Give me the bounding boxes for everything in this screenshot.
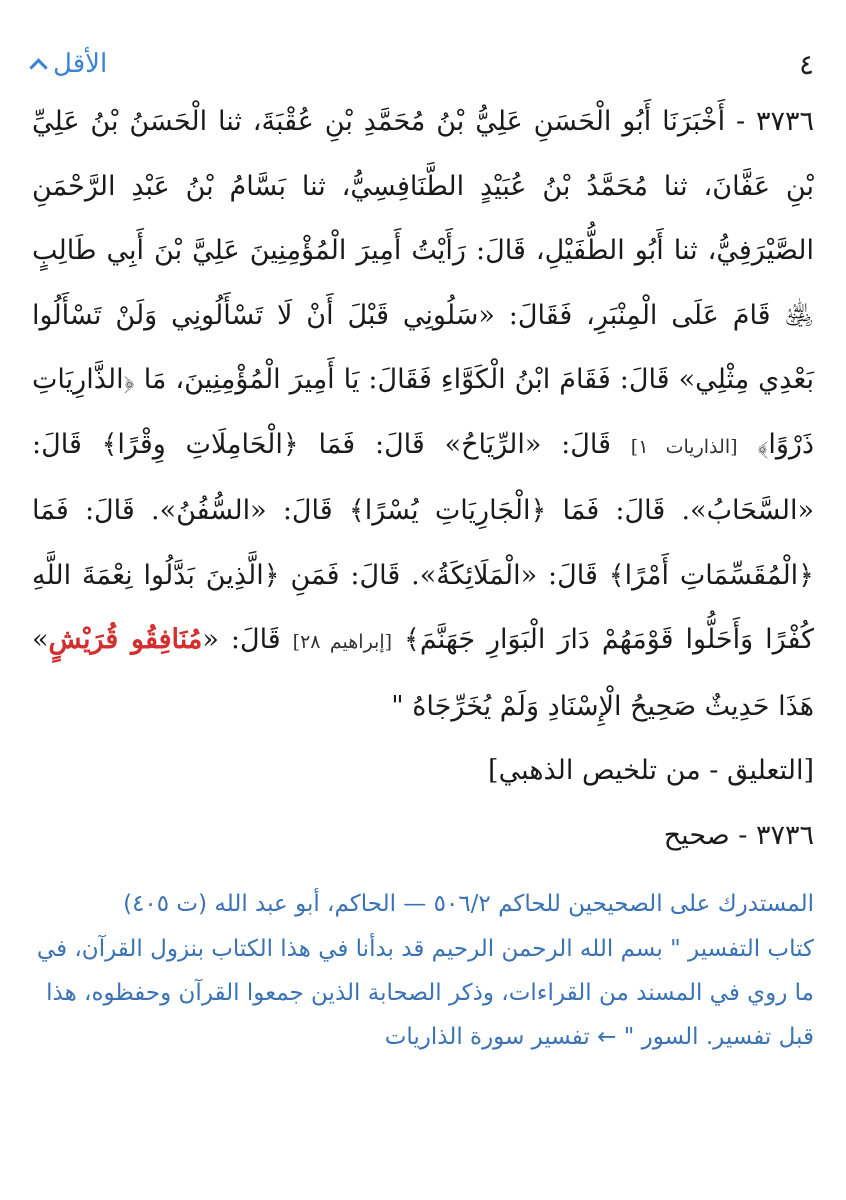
source-citation-link[interactable]: المستدرك على الصحيحين للحاكم ٥٠٦/٢ — الحاكم، أبو عبد الله (ت ٤٠٥) — [123, 891, 814, 917]
taleeq-heading: [التعليق - من تلخيص الذهبي] — [488, 755, 814, 786]
hadith-part-1: ٣٧٣٦ - أَخْبَرَنَا أَبُو الْحَسَنِ عَلِيُّ بْنُ مُحَمَّدِ بْنِ عُقْبَةَ، ثنا الْحَسَنُ بْنُ عَلِيِّ بْنِ عَفَّانَ، ثنا مُحَمَّدُ بْنُ عُبَيْدٍ الطَّنَافِسِيُّ، ثنا بَسَّامُ بْنُ عَبْدِ الرَّحْمَنِ الصَّيْرَفِيُّ، ثنا أَبُو الطُّفَيْلِ، قَالَ: رَأَيْتُ أَمِيرَ الْمُؤْمِنِينَ عَلِيَّ بْنَ أَبِي طَالِبٍ ﵁ قَامَ عَلَى الْمِنْبَرِ، فَقَالَ: «سَلُونِي قَبْلَ أَنْ لَا تَسْأَلُونِي وَلَنْ تَسْأَلُوا بَعْدِي مِثْلِي» قَالَ: فَقَامَ ابْنُ الْكَوَّاءِ فَقَالَ: يَا أَمِيرَ الْمُؤْمِنِينَ، مَا ﴿الذَّارِيَاتِ ذَرْوًا﴾ — [32, 106, 814, 460]
hadith-part-2: قَالَ: «الرِّيَاحُ» قَالَ: فَمَا ﴿الْحَامِلَاتِ وِقْرًا﴾ قَالَ: «السَّحَابُ». قَالَ: فَمَا ﴿الْجَارِيَاتِ يُسْرًا﴾ قَالَ: «السُّفُنُ». قَالَ: فَمَا ﴿الْمُقَسِّمَاتِ أَمْرًا﴾ قَالَ: «الْمَلَائِكَةُ». قَالَ: فَمَنِ ﴿الَّذِينَ بَدَّلُوا نِعْمَةَ اللَّهِ كُفْرًا وَأَحَلُّوا قَوْمَهُمْ دَارَ الْبَوَارِ جَهَنَّمَ﴾ — [32, 428, 814, 655]
show-less-button[interactable] — [32, 49, 107, 79]
quran-reference-2: [إبراهيم ٢٨] — [292, 631, 393, 653]
top-bar — [32, 38, 814, 90]
hadith-part-3: قَالَ: « — [202, 624, 281, 655]
verdict: ٣٧٣٦ - صحيح — [663, 819, 814, 851]
page-number: ٤ — [798, 47, 814, 81]
source-description-link[interactable]: كتاب التفسير " بسم الله الرحمن الرحيم قد بدأنا في هذا الكتاب بنزول القرآن، في ما روي في المسند من القراءات، وذكر الصحابة الذين جمعوا القرآن وحفظوه، هذا قبل تفسير. السور " ← تفسير سورة الذاريات — [36, 936, 814, 1050]
quran-reference-1: [الذاريات ١] — [630, 435, 738, 458]
chevron-up-icon — [29, 58, 47, 76]
hadith-part-4: » هَذَا حَدِيثٌ صَحِيحُ الْإِسْنَادِ وَلَمْ يُخَرِّجَاهُ " — [32, 624, 814, 722]
show-less-label: الأقل — [53, 49, 108, 79]
hadith-text — [32, 90, 814, 739]
highlighted-phrase: مُنَافِقُو قُرَيْشٍ — [48, 624, 203, 655]
